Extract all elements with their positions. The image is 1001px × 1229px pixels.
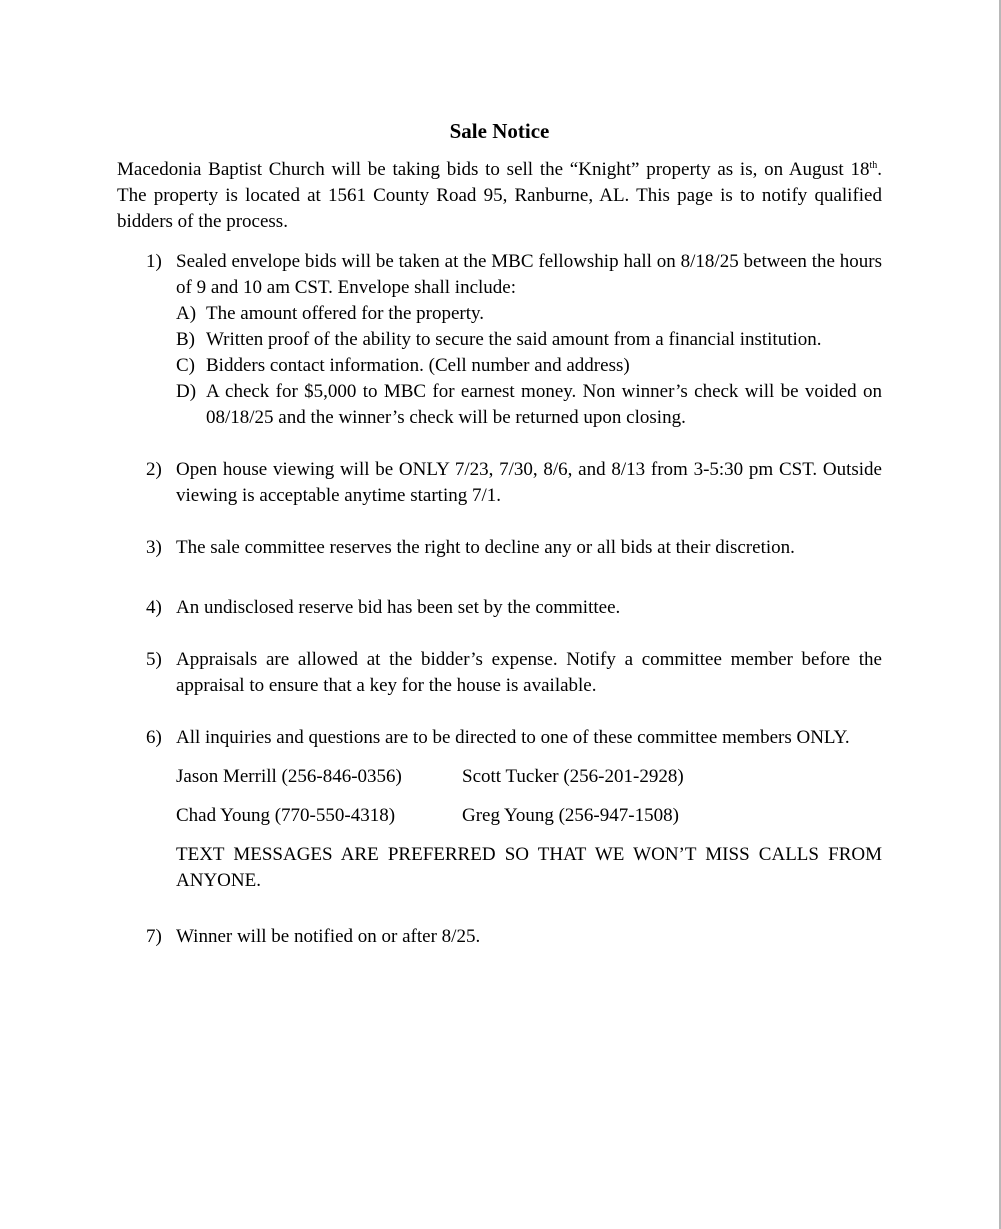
item-number: 5): [146, 649, 162, 670]
process-list: [117, 249, 882, 950]
item-text: Sealed envelope bids will be taken at the MBC fellowship hall on 8/18/25 between the hours of 9 and 10 am CST. Envelope shall include:: [176, 251, 882, 298]
envelope-requirements: [176, 301, 882, 431]
item-text: Winner will be notified on or after 8/25.: [176, 926, 481, 947]
list-item-6: [117, 725, 882, 894]
item-text: The sale committee reserves the right to decline any or all bids at their discretion.: [176, 537, 795, 558]
item-text: Open house viewing will be ONLY 7/23, 7/30, 8/6, and 8/13 from 3-5:30 pm CST. Outside viewing is acceptable anytime starting 7/1.: [176, 459, 882, 506]
sub-item-a: [176, 301, 882, 327]
list-item-5: [117, 647, 882, 699]
list-item-4: [117, 595, 882, 621]
item-text: Appraisals are allowed at the bidder’s expense. Notify a committee member before the appraisal to ensure that a key for the house is available.: [176, 649, 882, 696]
sub-item-letter: D): [176, 381, 197, 402]
item-number: 6): [146, 727, 162, 748]
sub-item-b: [176, 327, 882, 353]
contact-row-2: [176, 803, 882, 829]
item-text: All inquiries and questions are to be directed to one of these committee members ONLY.: [176, 727, 850, 748]
sub-item-letter: A): [176, 303, 197, 324]
sub-item-text: Bidders contact information. (Cell number and address): [206, 355, 630, 376]
list-item-3: [117, 535, 882, 561]
item-number: 7): [146, 926, 162, 947]
sub-item-text: Written proof of the ability to secure the said amount from a financial institution.: [206, 329, 822, 350]
list-item-2: [117, 457, 882, 509]
contact-chad-young: Chad Young (770-550-4318): [176, 805, 396, 826]
contact-greg-young: Greg Young (256-947-1508): [462, 805, 679, 826]
list-item-7: [117, 924, 882, 950]
list-item-1: [117, 249, 882, 431]
item-text: An undisclosed reserve bid has been set by the committee.: [176, 597, 621, 618]
sub-item-text: The amount offered for the property.: [206, 303, 485, 324]
document-body: [117, 115, 882, 950]
item-number: 3): [146, 537, 162, 558]
sub-item-letter: C): [176, 355, 195, 376]
item-number: 1): [146, 251, 162, 272]
page-title: Sale Notice: [449, 119, 550, 143]
item-number: 4): [146, 597, 162, 618]
sub-item-c: [176, 353, 882, 379]
intro-paragraph: [117, 157, 882, 235]
intro-rest: . The property is located at 1561 County Road 95, Ranburne, AL. This page is to notify qualified bidders of the process.: [117, 159, 882, 232]
contact-scott-tucker: Scott Tucker (256-201-2928): [462, 766, 684, 787]
contact-jason-merrill: Jason Merrill (256-846-0356): [176, 766, 402, 787]
contact-row-1: [176, 764, 882, 790]
sub-item-d: [176, 379, 882, 431]
sub-item-letter: B): [176, 329, 195, 350]
intro-main: Macedonia Baptist Church will be taking bids to sell the “Knight” property as is, on August 18: [117, 159, 870, 180]
sub-item-text: A check for $5,000 to MBC for earnest money. Non winner’s check will be voided on 08/18/25 and the winner’s check will be returned upon closing.: [206, 381, 882, 428]
item-number: 2): [146, 459, 162, 480]
text-message-note: TEXT MESSAGES ARE PREFERRED SO THAT WE WON’T MISS CALLS FROM ANYONE.: [176, 844, 882, 891]
intro-superscript: th: [869, 160, 878, 171]
